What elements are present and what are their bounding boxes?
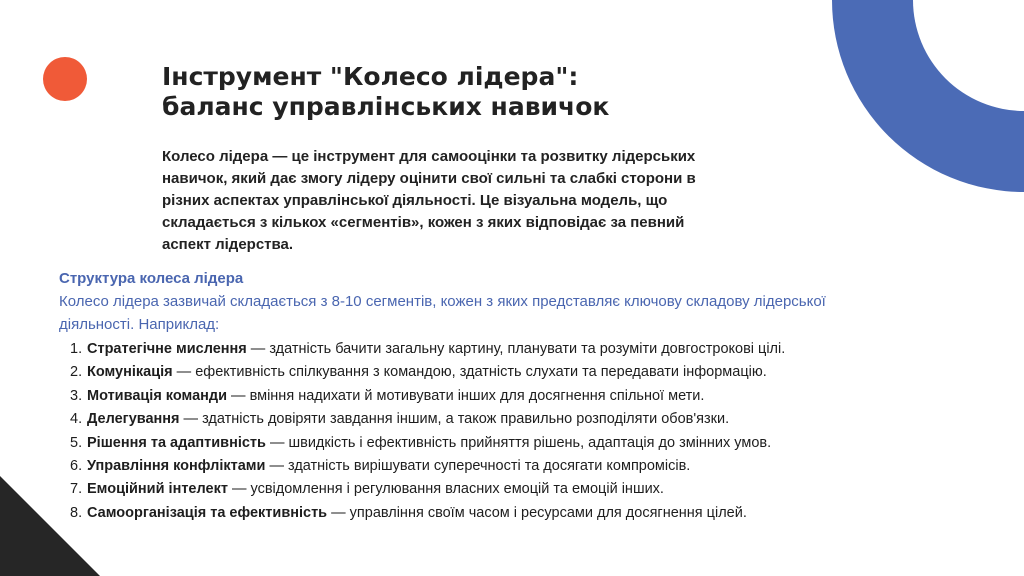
list-item-number: 5. — [70, 434, 83, 451]
intro-line: навичок, який дає змогу лідеру оцінити свої сильні та слабкі сторони в — [162, 170, 696, 187]
list-item — [59, 432, 999, 455]
list-item-term: Стратегічне мислення — [87, 341, 247, 357]
structure-section — [59, 268, 999, 525]
ring-inner-hole — [913, 0, 1024, 111]
list-item-term: Самоорганізація та ефективність — [87, 504, 328, 521]
list-item-description: — усвідомлення і регулювання власних емоцій та емоцій інших. — [227, 481, 664, 498]
list-item-number: 8. — [70, 504, 83, 521]
intro-line: Колесо лідера — це інструмент для самооцінки та розвитку лідерських — [162, 148, 696, 165]
list-item — [59, 455, 999, 478]
orange-circle-shape — [43, 57, 87, 101]
decorative-ring-shape — [832, 0, 1024, 192]
list-item-description: — швидкість і ефективність прийняття рішень, адаптація до змінних умов. — [265, 434, 772, 451]
intro-line: різних аспектах управлінської діяльності. Це візуальна модель, що — [162, 192, 668, 209]
list-item-term: Мотивація команди — [87, 387, 228, 404]
list-item-description: — здатність бачити загальну картину, планувати та розуміти довгострокові цілі. — [246, 341, 786, 357]
list-item-term: Рішення та адаптивність — [87, 434, 266, 451]
structure-description — [59, 290, 999, 336]
structure-description-line: Колесо лідера зазвичай складається з 8-10 сегментів, кожен з яких представляє ключову складову лідерської — [59, 293, 826, 310]
list-item-description: — управління своїм часом і ресурсами для досягнення цілей. — [327, 504, 747, 521]
list-item-term: Комунікація — [87, 364, 173, 381]
structure-description-line: діяльності. Наприклад: — [59, 316, 220, 333]
list-item — [59, 502, 999, 525]
slide-title-line-2: баланс управлінських навичок — [162, 92, 610, 121]
list-item-number: 6. — [70, 458, 83, 475]
list-item-description: — здатність вирішувати суперечності та досягати компромісів. — [265, 458, 691, 475]
structure-heading: Структура колеса лідера — [59, 270, 244, 287]
list-item — [59, 338, 999, 361]
list-item-term: Емоційний інтелект — [87, 481, 228, 498]
list-item — [59, 385, 999, 408]
list-item-number: 1. — [70, 341, 83, 357]
list-item-number: 7. — [70, 481, 83, 498]
list-item-number: 2. — [70, 364, 83, 381]
list-item-term: Делегування — [87, 411, 180, 428]
intro-line: аспект лідерства. — [162, 236, 294, 253]
intro-paragraph — [162, 146, 782, 256]
list-item — [59, 478, 999, 501]
list-item-term: Управління конфліктами — [87, 458, 266, 475]
list-item-description: — ефективність спілкування з командою, здатність слухати та передавати інформацію. — [172, 364, 767, 381]
list-item — [59, 361, 999, 384]
list-item-number: 4. — [70, 411, 83, 428]
list-item-description: — здатність довіряти завдання іншим, а також правильно розподіляти обов'язки. — [179, 411, 730, 428]
list-item — [59, 408, 999, 431]
slide-title-line-1: Інструмент "Колесо лідера": — [162, 62, 579, 91]
list-item-number: 3. — [70, 387, 83, 404]
intro-line: складається з кількох «сегментів», кожен з яких відповідає за певний — [162, 214, 685, 231]
skills-list — [59, 338, 999, 525]
slide-title — [162, 62, 609, 122]
list-item-description: — вміння надихати й мотивувати інших для досягнення спільної мети. — [227, 387, 705, 404]
